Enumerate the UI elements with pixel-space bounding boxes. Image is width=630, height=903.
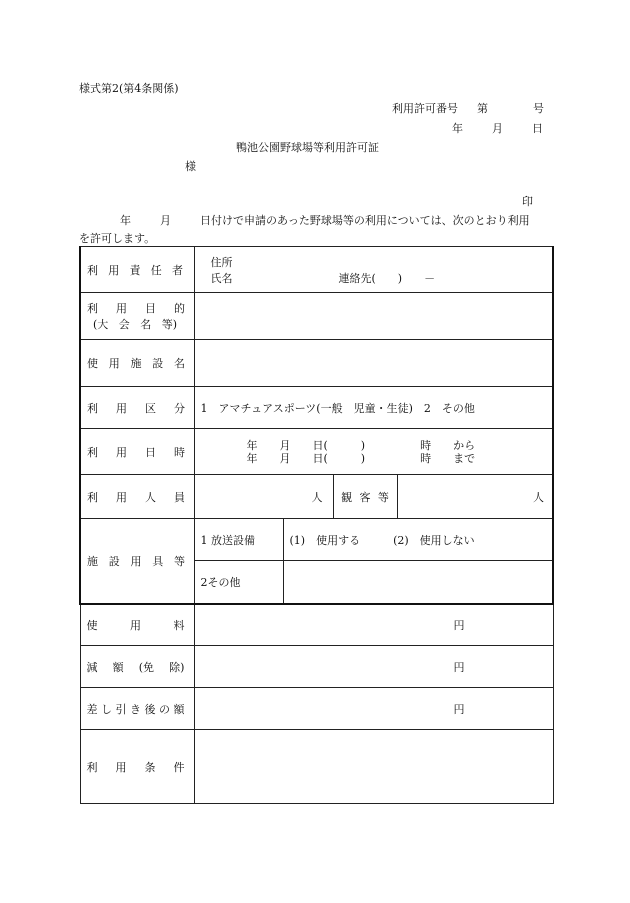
form-number: 様式第2(第4条関係) — [79, 82, 179, 95]
reduction-field[interactable]: 円 — [194, 646, 553, 688]
row-people — [80, 475, 553, 519]
intro-text: 日付けで申請のあった野球場等の利用については、次のとおり利用 — [200, 214, 530, 227]
datetime-field[interactable] — [194, 429, 553, 475]
responsible-field[interactable] — [194, 247, 553, 293]
label-fee: 使 用 料 — [80, 604, 194, 646]
permit-number-prefix: 第 — [477, 102, 488, 115]
address-label: 住所 — [210, 255, 233, 269]
seal-mark: 印 — [522, 195, 533, 208]
row-equipment-1 — [80, 519, 553, 561]
intro-year: 年 — [120, 214, 131, 227]
issue-date-year: 年 — [452, 122, 463, 135]
label-facility: 使 用 施 設 名 — [80, 340, 194, 387]
equipment-item2-field[interactable] — [283, 561, 553, 604]
issue-date-day: 日 — [532, 122, 543, 135]
net-field[interactable]: 円 — [194, 688, 553, 730]
label-reduction: 減 額 (免 除) — [80, 646, 194, 688]
label-people: 利 用 人 員 — [80, 475, 194, 519]
people-field[interactable]: 人 — [194, 475, 333, 519]
row-facility — [80, 340, 553, 387]
issue-date-month: 月 — [492, 122, 503, 135]
intro-line-2: を許可します。 — [79, 232, 156, 245]
intro-month: 月 — [160, 214, 171, 227]
datetime-from: 年 月 日( ) 時 から — [246, 438, 476, 452]
spectators-cell[interactable] — [333, 475, 553, 519]
label-responsible: 利 用 責 任 者 — [80, 247, 194, 293]
equipment-item1-label: 1 放送設備 — [194, 519, 283, 561]
name-label: 氏名 — [210, 271, 233, 285]
equipment-item2-label: 2その他 — [194, 561, 283, 604]
row-datetime — [80, 429, 553, 475]
label-equipment: 施 設 用 具 等 — [80, 519, 194, 604]
conditions-field[interactable] — [194, 730, 553, 804]
spectators-label: 観 客 等 — [334, 475, 398, 518]
spectators-unit: 人 — [533, 490, 545, 504]
permit-number-label: 利用許可番号 — [392, 102, 458, 115]
label-conditions: 利 用 条 件 — [80, 730, 194, 804]
permit-table — [79, 246, 554, 804]
datetime-to: 年 月 日( ) 時 まで — [246, 451, 476, 465]
label-category: 利 用 区 分 — [80, 387, 194, 429]
row-purpose — [80, 293, 553, 340]
row-reduction — [80, 646, 553, 688]
issue-date — [452, 120, 543, 136]
category-options[interactable]: 1 アマチュアスポーツ(一般 児童・生徒) 2 その他 — [194, 387, 553, 429]
fee-field[interactable]: 円 — [194, 604, 553, 646]
row-conditions — [80, 730, 553, 804]
facility-field[interactable] — [194, 340, 553, 387]
contact-label: 連絡先( ) － — [338, 271, 436, 285]
label-datetime: 利 用 日 時 — [80, 429, 194, 475]
row-category — [80, 387, 553, 429]
purpose-field[interactable] — [194, 293, 553, 340]
label-purpose: 利 用 目 的 (大 会 名 等) — [80, 293, 194, 340]
permit-number-line — [392, 100, 544, 116]
equipment-item1-options[interactable]: (1) 使用する (2) 使用しない — [283, 519, 553, 561]
row-net — [80, 688, 553, 730]
document-title: 鴨池公園野球場等利用許可証 — [236, 141, 379, 154]
intro-line-1 — [120, 212, 530, 228]
row-responsible — [80, 247, 553, 293]
addressee-suffix: 様 — [185, 160, 196, 173]
row-fee — [80, 604, 553, 646]
permit-number-suffix: 号 — [533, 102, 544, 115]
label-net: 差 し 引 き 後 の 額 — [80, 688, 194, 730]
